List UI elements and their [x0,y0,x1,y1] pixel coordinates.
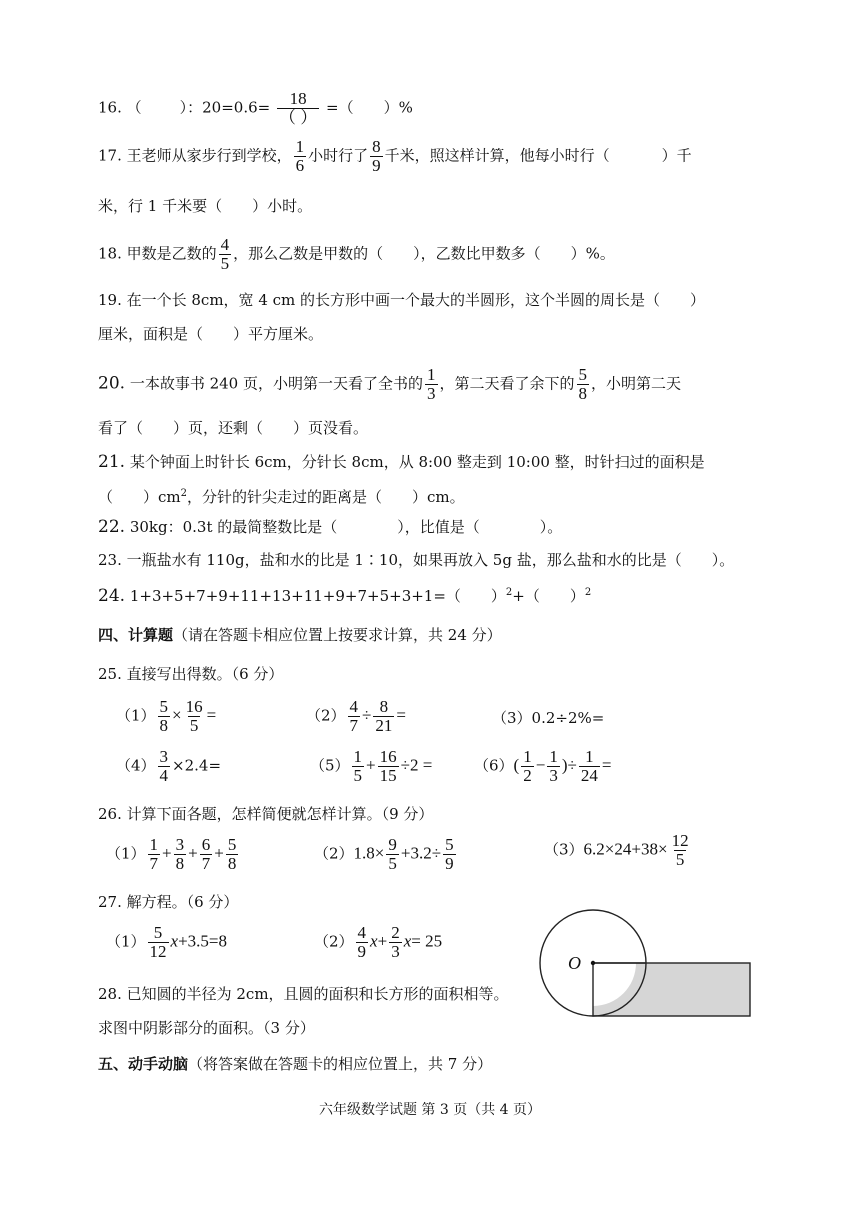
q25-p1-label: （1） [116,706,156,725]
question-17 [98,138,692,175]
question-21-line-2 [98,484,465,507]
q27-p1-an: 5 [153,923,163,942]
q27-p1-frac [148,924,169,961]
q26-p1-f1d: 7 [149,854,159,873]
q25-p1-ad: 8 [159,716,169,735]
q18-text-b: ，那么乙数是甲数的（ ），乙数比甲数多（ ）%。 [233,244,615,263]
question-21-line-1 [98,452,705,472]
q20-text-c: ，小明第二天 [591,374,682,393]
q25-p2-frac-b [373,698,394,735]
center-point [591,961,595,965]
section-5-title: 五、动手动脑 [98,1055,189,1073]
q25-p5-an: 1 [353,747,363,766]
question-20 [98,366,681,403]
q18-den: 5 [220,254,230,273]
section-4-heading [98,625,502,645]
q25-part-5 [310,748,432,785]
q16-denominator: （ ） [279,108,318,127]
question-26-title: 26. 计算下面各题，怎样简便就怎样计算。（9 分） [98,805,434,823]
q26-p2-b: +3.2÷ [400,843,442,863]
q25-part-4 [116,748,221,785]
q26-p3-ad: 5 [675,850,685,869]
q27-p2-op: + [377,931,388,951]
q25-p6-cd: 24 [580,766,598,785]
q18-text-a: 18. 甲数是乙数的 [98,244,217,263]
question-16 [98,90,413,127]
q25-p5-bn: 16 [379,747,397,766]
q27-p2-x-1: x [370,931,378,951]
q26-p2-ad: 5 [388,854,397,873]
question-25-title: 25. 直接写出得数。（6 分） [98,665,284,683]
q25-p6-eq: = [601,755,612,775]
q25-p3-expr: 0.2÷2%= [531,709,605,727]
q26-p2-frac-b [443,836,456,873]
q25-p6-ad: 2 [523,766,532,785]
q26-p2-an: 9 [388,835,397,854]
question-17-line-2: 米，行 1 千米要（ ）小时。 [98,197,313,215]
q27-p1-label: （1） [106,932,146,951]
q25-p6-cn: 1 [585,747,594,766]
q27-p1-x: x [170,931,179,951]
q22-text: 30kg：0.3t 的最简整数比是（ ），比值是（ ）。 [129,518,563,536]
q25-p2-label: （2） [306,706,346,725]
q21-text-1: 某个钟面上时针长 6cm，分针长 8cm，从 8:00 整走到 10:00 整，时针扫过的面积是 [129,453,705,471]
q25-p1-an: 5 [159,697,169,716]
q25-p6-frac-b [547,748,560,785]
q25-p5-bd: 15 [379,766,397,785]
q25-p4-label: （4） [116,756,156,775]
q27-p2-an: 4 [357,923,367,942]
q26-p1-frac-1 [148,836,161,873]
q17-f2-num: 8 [372,137,381,156]
q16-text-b: ）：20=0.6= [179,98,271,117]
question-19-line-1: 19. 在一个长 8cm，宽 4 cm 的长方形中画一个最大的半圆形，这个半圆的周长是（ ） [98,291,706,309]
circle-rectangle-figure [536,908,760,1032]
section-5-heading [98,1054,492,1074]
question-24 [98,583,591,606]
q26-p2-bd: 9 [445,854,454,873]
q25-p2-an: 4 [349,697,359,716]
q26-p2-frac-a [386,836,399,873]
q24-sup-1: 2 [505,587,513,598]
q20-text-a: 一本故事书 240 页，小明第一天看了全书的 [129,374,423,393]
q26-p1-f1n: 1 [149,835,159,854]
q25-p5-op: + [366,755,376,775]
q27-part-1 [106,924,227,961]
q25-p2-eq: = [396,705,406,725]
q26-p2-bn: 5 [445,835,454,854]
q17-text-c: 千米，照这样计算，他每小时行（ [384,146,610,165]
q25-part-1 [116,698,216,735]
q18-num: 4 [220,235,230,254]
q25-p2-ad: 7 [349,716,359,735]
q25-p2-op: ÷ [362,705,372,725]
q25-p2-frac-a [348,698,361,735]
q27-part-2 [314,924,442,961]
question-19-line-2: 厘米，面积是（ ）平方厘米。 [98,325,324,343]
q25-p1-frac-a [158,698,171,735]
q26-p3-label: （3） [544,840,584,859]
question-28-line-2: 求图中阴影部分的面积。（3 分） [98,1019,315,1037]
q27-p2-x-2: x [403,931,412,951]
q25-p1-bd: 5 [189,716,199,735]
q25-p4-an: 3 [159,747,169,766]
q20-f2-den: 8 [578,384,588,403]
q20-fraction-2 [577,366,590,403]
q26-p1-label: （1） [106,844,146,863]
q25-p2-bd: 21 [375,716,393,735]
q25-p6-close: )÷ [561,755,577,775]
q27-p2-label: （2） [314,932,354,951]
center-label: O [568,953,581,973]
q27-p2-bn: 2 [391,923,400,942]
q17-fraction-2 [370,138,383,175]
q18-fraction [219,236,232,273]
q25-p6-op: − [535,755,546,775]
q27-p2-expr: = 25 [411,931,443,951]
q25-part-2 [306,698,406,735]
q16-text-a: 16. （ [98,98,142,117]
q25-p5-label: （5） [310,756,350,775]
q25-p1-op: × [172,705,182,725]
q25-p6-frac-c [579,748,600,785]
q26-p1-f2d: 8 [175,854,185,873]
q17-fraction-1 [294,138,307,175]
q26-part-1 [106,836,240,873]
q26-p1-op-3: + [214,843,224,863]
q20-f2-num: 5 [578,365,588,384]
q16-numerator: 18 [289,89,307,108]
q25-p3-label: （3） [492,709,532,727]
q26-p1-frac-4 [226,836,239,873]
q25-p4-frac [158,748,171,785]
q17-text-b: 小时行了 [308,146,369,165]
q26-p1-f3d: 7 [201,854,211,873]
q27-p2-frac-a [356,924,369,961]
q24-text-a: 1+3+5+7+9+11+13+11+9+7+5+3+1=（ ） [129,587,506,605]
q25-p6-an: 1 [523,747,532,766]
q16-text-c: =（ [326,98,354,117]
q25-p6-frac-a [521,748,534,785]
q25-part-3 [492,708,604,728]
question-18 [98,236,615,273]
q26-p3-frac [670,832,691,869]
q21-number: 21. [98,452,126,472]
question-27-title: 27. 解方程。（6 分） [98,893,239,911]
question-23: 23. 一瓶盐水有 110g，盐和水的比是 1∶10，如果再放入 5g 盐，那么盐和水的比是（ ）。 [98,551,735,569]
q20-text-b: ，第二天看了余下的 [439,374,575,393]
question-20-line-2: 看了（ ）页，还剩（ ）页没看。 [98,419,369,437]
q24-sup-2: 2 [584,587,592,598]
q26-part-2 [314,836,458,873]
q25-p6-label: （6） [474,756,514,775]
q25-p4-expr: ×2.4= [172,756,222,775]
q25-p2-bn: 8 [379,697,389,716]
q21-text-2b: ，分针的针尖走过的距离是（ ）cm。 [187,488,465,506]
q26-p1-f4n: 5 [227,835,237,854]
q20-f1-num: 1 [427,365,436,384]
question-28-line-1: 28. 已知圆的半径为 2cm，且圆的面积和长方形的面积相等。 [98,985,509,1003]
q16-fraction [277,90,319,127]
q26-p1-op-1: + [162,843,172,863]
q25-p5-frac-a [352,748,365,785]
q24-text-b: +（ ） [512,587,585,605]
q25-p5-frac-b [378,748,399,785]
q26-p1-f4d: 8 [227,854,237,873]
q21-superscript: 2 [180,488,187,499]
q26-p1-frac-3 [200,836,213,873]
q27-p1-expr: +3.5=8 [178,931,228,951]
q26-p1-f2n: 3 [175,835,185,854]
q26-p3-a: 6.2×24+38× [583,839,668,859]
q27-p2-bd: 3 [391,942,400,961]
q25-p4-ad: 4 [159,766,169,785]
q20-f1-den: 3 [427,384,436,403]
q20-number: 20. [98,373,126,394]
q26-part-3 [544,832,693,869]
q22-number: 22. [98,517,126,537]
q25-p1-eq: = [206,705,217,725]
section-4-note: （请在答题卡相应位置上按要求计算，共 24 分） [173,626,502,644]
q24-number: 24. [98,586,126,606]
q25-p6-open: ( [513,755,520,775]
q25-part-6 [474,748,611,785]
q16-text-d: ）% [383,98,413,117]
q27-p2-ad: 9 [357,942,367,961]
q25-p1-bn: 16 [185,697,203,716]
q27-p1-ad: 12 [149,942,167,961]
q26-p2-a: 1.8× [353,843,385,863]
q27-p2-frac-b [389,924,402,961]
q17-text-d: ）千 [661,146,692,165]
q25-p5-expr: ÷2 = [400,755,433,775]
q25-p6-bn: 1 [549,747,558,766]
q26-p1-frac-2 [174,836,187,873]
q21-text-2a: （ ）cm [98,488,181,506]
q25-p5-ad: 5 [353,766,363,785]
q20-fraction-1 [425,366,438,403]
section-5-note: （将答案做在答题卡的相应位置上，共 7 分） [188,1055,493,1073]
page-footer: 六年级数学试题 第 3 页（共 4 页） [318,1102,542,1118]
section-4-title: 四、计算题 [98,626,174,644]
q26-p3-an: 12 [671,831,689,850]
q17-text-a: 17. 王老师从家步行到学校， [98,146,292,165]
q26-p2-label: （2） [314,844,354,863]
q25-p6-bd: 3 [549,766,558,785]
q17-f1-den: 6 [295,156,305,175]
q17-f2-den: 9 [372,156,381,175]
q17-f1-num: 1 [295,137,305,156]
q25-p1-frac-b [184,698,205,735]
q26-p1-op-2: + [188,843,198,863]
question-22 [98,517,562,537]
q26-p1-f3n: 6 [201,835,211,854]
